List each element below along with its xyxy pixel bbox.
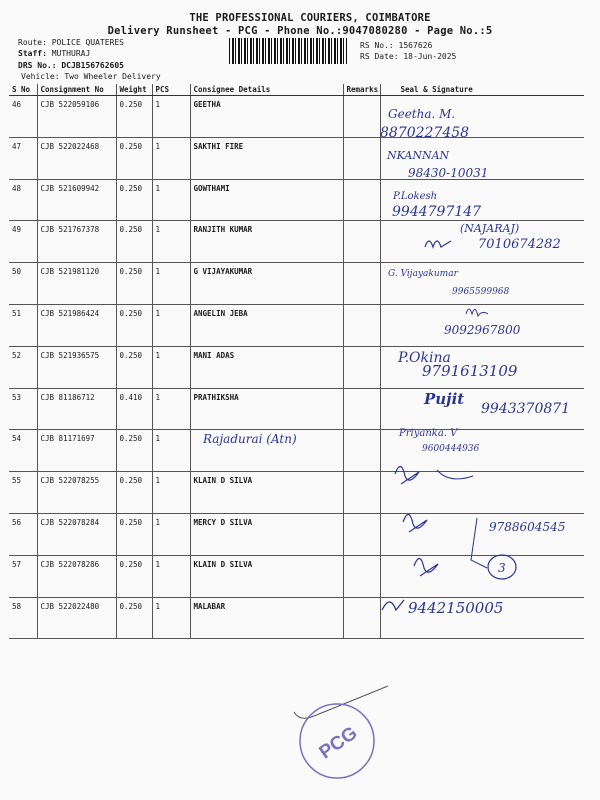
cell-weight: 0.250	[116, 221, 152, 263]
vehicle-label: Vehicle:	[21, 72, 60, 81]
route-label: Route:	[18, 38, 47, 47]
cell-weight: 0.250	[116, 430, 152, 472]
cell-consignment: CJB 522059106	[37, 96, 116, 138]
cell-consignment: CJB 81186712	[37, 388, 116, 430]
cell-consignee: MANI ADAS	[190, 346, 343, 388]
handwritten-phone-48: 9944797147	[392, 204, 482, 220]
cell-pcs: 1	[152, 304, 190, 346]
rs-no-value: 1567626	[398, 41, 433, 50]
cell-sno: 53	[9, 388, 37, 430]
cell-sno: 50	[9, 263, 37, 305]
stamp-text: PCG	[315, 722, 362, 764]
cell-sno: 47	[9, 137, 37, 179]
col-header-pcs: PCS	[152, 84, 190, 96]
cell-pcs: 1	[152, 430, 190, 472]
handwritten-phone-54: 9600444936	[422, 444, 480, 454]
cell-pcs: 1	[152, 346, 190, 388]
pen-arrow-57	[471, 518, 487, 568]
cell-consignment: CJB 521767378	[37, 221, 116, 263]
signature-49	[425, 241, 451, 247]
handwritten-phone-46: 8870227458	[380, 125, 470, 141]
handwritten-name-49: (NAJARAJ)	[460, 222, 520, 235]
cell-pcs: 1	[152, 513, 190, 555]
cell-weight: 0.250	[116, 346, 152, 388]
cell-pcs: 1	[152, 597, 190, 639]
handwritten-phone-58: 9442150005	[408, 599, 504, 617]
handwritten-phone-52: 9791613109	[422, 362, 518, 380]
col-header-consignee: Consignee Details	[190, 84, 343, 96]
cell-consignee: RANJITH KUMAR	[190, 221, 343, 263]
cell-consignee: MERCY D SILVA	[190, 513, 343, 555]
cell-consignment: CJB 521936575	[37, 346, 116, 388]
cell-pcs: 1	[152, 179, 190, 221]
rs-date-value: 18-Jun-2025	[403, 52, 457, 61]
pen-stroke-55	[437, 470, 473, 479]
cell-weight: 0.250	[116, 597, 152, 639]
col-header-remarks: Remarks	[343, 84, 380, 96]
cell-pcs: 1	[152, 263, 190, 305]
handwritten-name-48: P.Lokesh	[393, 191, 438, 202]
handwritten-phone-49: 7010674282	[478, 237, 561, 252]
cell-consignee: SAKTHI FIRE	[190, 137, 343, 179]
cell-sno: 49	[9, 221, 37, 263]
col-header-sno: S No	[9, 84, 37, 96]
cell-consignment: CJB 522078284	[37, 513, 116, 555]
rs-date-label: RS Date:	[360, 52, 399, 61]
pcg-stamp	[296, 700, 378, 782]
route-value: POLICE QUATERES	[51, 38, 124, 47]
cell-sno: 57	[9, 555, 37, 597]
cell-weight: 0.250	[116, 555, 152, 597]
drs-value: DCJB156762605	[61, 61, 124, 70]
cell-pcs: 1	[152, 96, 190, 138]
cell-consignment: CJB 81171697	[37, 430, 116, 472]
handwritten-mark-57: 3	[498, 561, 506, 575]
cell-pcs: 1	[152, 388, 190, 430]
handwritten-name-53: Pujit	[424, 390, 465, 408]
signature-58	[382, 600, 404, 610]
cell-sno: 51	[9, 304, 37, 346]
cell-weight: 0.250	[116, 137, 152, 179]
col-header-consignment: Consignment No	[37, 84, 116, 96]
cell-consignee: GOWTHAMI	[190, 179, 343, 221]
drs-label: DRS No.:	[18, 61, 57, 70]
vehicle-value: Two Wheeler Delivery	[64, 72, 161, 81]
cell-weight: 0.410	[116, 388, 152, 430]
cell-consignment: CJB 521981120	[37, 263, 116, 305]
runsheet-title: Delivery Runsheet - PCG - Phone No.:9047080280 - Page No.:5	[107, 25, 493, 37]
rs-no-label: RS No.:	[360, 41, 394, 50]
signature-57	[414, 558, 438, 576]
cell-weight: 0.250	[116, 263, 152, 305]
cell-consignment: CJB 522022468	[37, 137, 116, 179]
cell-weight: 0.250	[116, 304, 152, 346]
signature-55	[395, 466, 419, 484]
staff-label: Staff:	[18, 49, 47, 58]
cell-consignment: CJB 522022480	[37, 597, 116, 639]
cell-weight: 0.250	[116, 472, 152, 514]
cell-sno: 54	[9, 430, 37, 472]
signature-51	[466, 309, 488, 316]
cell-consignee: KLAIN D SILVA	[190, 555, 343, 597]
cell-consignment: CJB 521986424	[37, 304, 116, 346]
handwritten-phone-47: 98430-10031	[408, 166, 489, 180]
staff-value: MUTHURAJ	[51, 49, 91, 58]
cell-consignee: G VIJAYAKUMAR	[190, 263, 343, 305]
cell-consignment: CJB 521609942	[37, 179, 116, 221]
company-title: THE PROFESSIONAL COURIERS, COIMBATORE	[189, 12, 431, 24]
cell-pcs: 1	[152, 472, 190, 514]
signature-56	[403, 514, 427, 532]
handwritten-sign-54: Priyanka. V	[399, 428, 458, 439]
cell-sno: 48	[9, 179, 37, 221]
cell-sno: 55	[9, 472, 37, 514]
handwritten-name-52: P.Okina	[398, 350, 451, 366]
handwritten-name-54: Rajadurai (Atn)	[203, 432, 297, 446]
cell-consignee: GEETHA	[190, 96, 343, 138]
cell-consignee: PRATHIKSHA	[190, 388, 343, 430]
cell-consignment: CJB 522078255	[37, 472, 116, 514]
handwritten-name-50: G. Vijayakumar	[388, 269, 458, 279]
handwritten-phone-53: 9943370871	[481, 401, 571, 417]
col-header-seal: Seal & Signature	[380, 84, 584, 96]
handwritten-name-46: Geetha. M.	[388, 107, 456, 121]
cell-consignee: ANGELIN JEBA	[190, 304, 343, 346]
cell-consignee: KLAIN D SILVA	[190, 472, 343, 514]
cell-pcs: 1	[152, 555, 190, 597]
cell-weight: 0.250	[116, 96, 152, 138]
handwritten-phone-50: 9965599968	[452, 287, 510, 297]
cell-sno: 46	[9, 96, 37, 138]
cell-sno: 52	[9, 346, 37, 388]
cell-sno: 58	[9, 597, 37, 639]
cell-weight: 0.250	[116, 513, 152, 555]
col-header-weight: Weight	[116, 84, 152, 96]
handwritten-phone-51: 9092967800	[444, 323, 521, 337]
handwritten-name-47: NKANNAN	[387, 149, 450, 162]
cell-pcs: 1	[152, 137, 190, 179]
cell-pcs: 1	[152, 221, 190, 263]
cell-consignee: MALABAR	[190, 597, 343, 639]
cell-weight: 0.250	[116, 179, 152, 221]
cell-consignment: CJB 522078286	[37, 555, 116, 597]
handwritten-phone-56: 9788604545	[489, 520, 566, 534]
cell-sno: 56	[9, 513, 37, 555]
